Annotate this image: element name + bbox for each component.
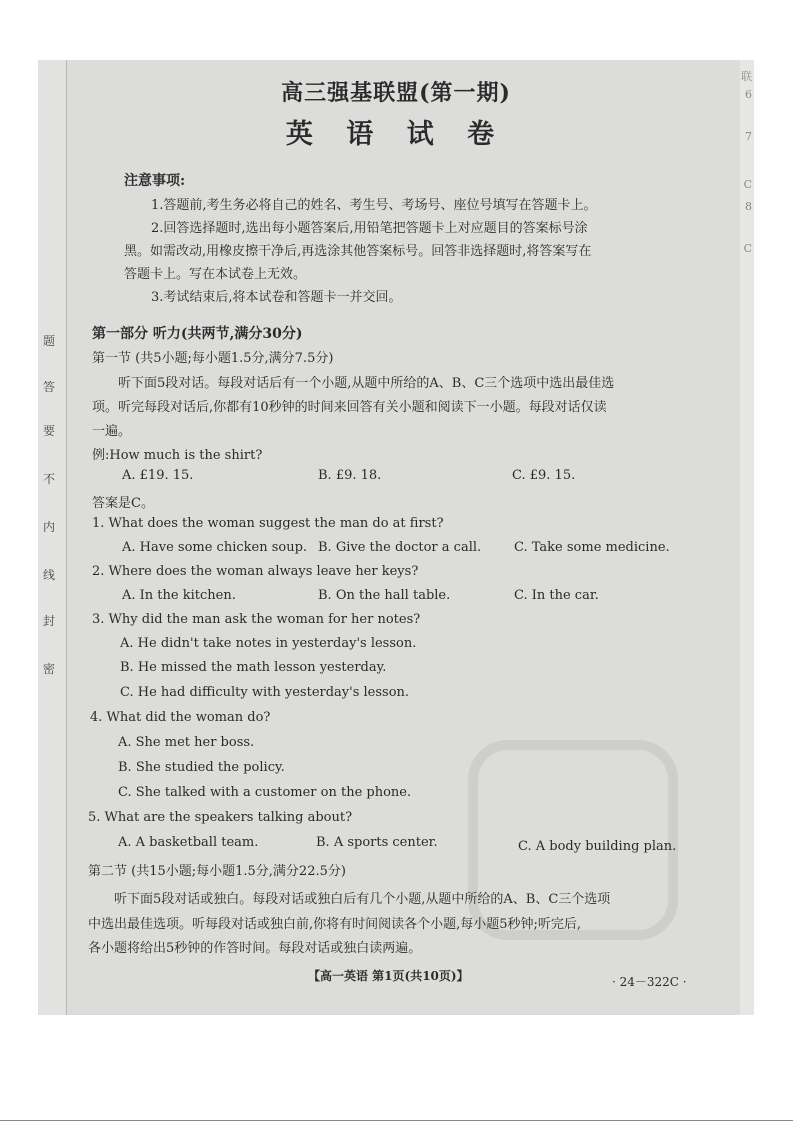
edge-char: 联 — [741, 70, 752, 83]
instruction-line: 听下面5段对话或独白。每段对话或独白后有几个小题,从题中所给的A、B、C三个选项 — [114, 892, 611, 907]
notice-line: 黑。如需改动,用橡皮擦干净后,再选涂其他答案标号。回答非选择题时,将答案写在 — [124, 244, 592, 259]
q1-option-c: C. Take some medicine. — [514, 540, 670, 555]
q1-option-b: B. Give the doctor a call. — [318, 540, 482, 555]
instruction-line: 项。听完每段对话后,你都有10秒钟的时间来回答有关小题和阅读下一小题。每段对话仅读 — [92, 400, 607, 415]
q3-option-c: C. He had difficulty with yesterday's lesson. — [120, 685, 410, 700]
example-option-b: B. £9. 18. — [318, 468, 382, 483]
q4-option-c: C. She talked with a customer on the phone. — [118, 785, 412, 800]
q3-option-a: A. He didn't take notes in yesterday's lesson. — [120, 636, 417, 651]
edge-char: 7 — [745, 130, 752, 143]
margin-char: 内 — [43, 520, 56, 534]
margin-char: 密 — [43, 662, 56, 676]
q4-option-a: A. She met her boss. — [118, 735, 255, 750]
notice-heading: 注意事项: — [124, 173, 186, 189]
section-heading: 第一节 (共5小题;每小题1.5分,满分7.5分) — [92, 351, 334, 366]
q2-option-a: A. In the kitchen. — [122, 588, 236, 603]
margin-char: 答 — [43, 380, 56, 394]
paper-code: · 24－322C · — [612, 975, 687, 989]
margin-char: 封 — [43, 614, 56, 628]
scan-edge-line — [0, 1120, 793, 1121]
instruction-line: 各小题将给出5秒钟的作答时间。每段对话或独白读两遍。 — [88, 941, 422, 956]
q3-option-b: B. He missed the math lesson yesterday. — [120, 660, 387, 675]
q4-option-b: B. She studied the policy. — [118, 760, 285, 775]
q5-option-a: A. A basketball team. — [118, 835, 259, 850]
margin-char: 题 — [43, 334, 56, 348]
page-footer: 【高一英语 第1页(共10页)】 — [308, 969, 469, 983]
next-page-edge — [740, 60, 754, 1015]
notice-line: 1.答题前,考生务必将自己的姓名、考生号、考场号、座位号填写在答题卡上。 — [151, 198, 597, 213]
part-heading: 第一部分 听力(共两节,满分30分) — [92, 326, 303, 342]
example-answer: 答案是C。 — [92, 496, 154, 511]
example-question: 例:How much is the shirt? — [92, 448, 263, 463]
question-4: 4. What did the woman do? — [90, 710, 271, 725]
notice-line: 3.考试结束后,将本试卷和答题卡一并交回。 — [151, 290, 402, 305]
question-2: 2. Where does the woman always leave her keys? — [92, 564, 419, 579]
q5-option-b: B. A sports center. — [316, 835, 438, 850]
notice-line: 2.回答选择题时,选出每小题答案后,用铅笔把答题卡上对应题目的答案标号涂 — [151, 221, 588, 236]
question-1: 1. What does the woman suggest the man do at first? — [92, 516, 444, 531]
question-5: 5. What are the speakers talking about? — [88, 810, 353, 825]
instruction-line: 听下面5段对话。每段对话后有一个小题,从题中所给的A、B、C三个选项中选出最佳选 — [118, 376, 615, 391]
exam-subject: 英 语 试 卷 — [285, 119, 507, 150]
q1-option-a: A. Have some chicken soup. — [122, 540, 308, 555]
edge-char: 8 — [745, 200, 752, 213]
edge-char: 6 — [745, 88, 752, 101]
margin-char: 不 — [43, 472, 56, 486]
question-3: 3. Why did the man ask the woman for her notes? — [92, 612, 421, 627]
margin-char: 要 — [43, 424, 56, 438]
notice-line: 答题卡上。写在本试卷上无效。 — [124, 267, 307, 282]
example-option-a: A. £19. 15. — [122, 468, 194, 483]
instruction-line: 中选出最佳选项。听每段对话或独白前,你将有时间阅读各个小题,每小题5秒钟;听完后, — [88, 917, 582, 932]
edge-char: C — [743, 242, 752, 255]
q5-option-c: C. A body building plan. — [518, 839, 677, 854]
margin-char: 线 — [43, 568, 56, 582]
q2-option-c: C. In the car. — [514, 588, 599, 603]
binding-margin — [38, 60, 67, 1015]
q2-option-b: B. On the hall table. — [318, 588, 451, 603]
exam-page — [38, 60, 754, 1015]
section-heading: 第二节 (共15小题;每小题1.5分,满分22.5分) — [88, 864, 346, 879]
instruction-line: 一遍。 — [92, 424, 132, 439]
example-option-c: C. £9. 15. — [512, 468, 576, 483]
exam-title: 高三强基联盟(第一期) — [281, 80, 511, 106]
edge-char: C — [743, 178, 752, 191]
